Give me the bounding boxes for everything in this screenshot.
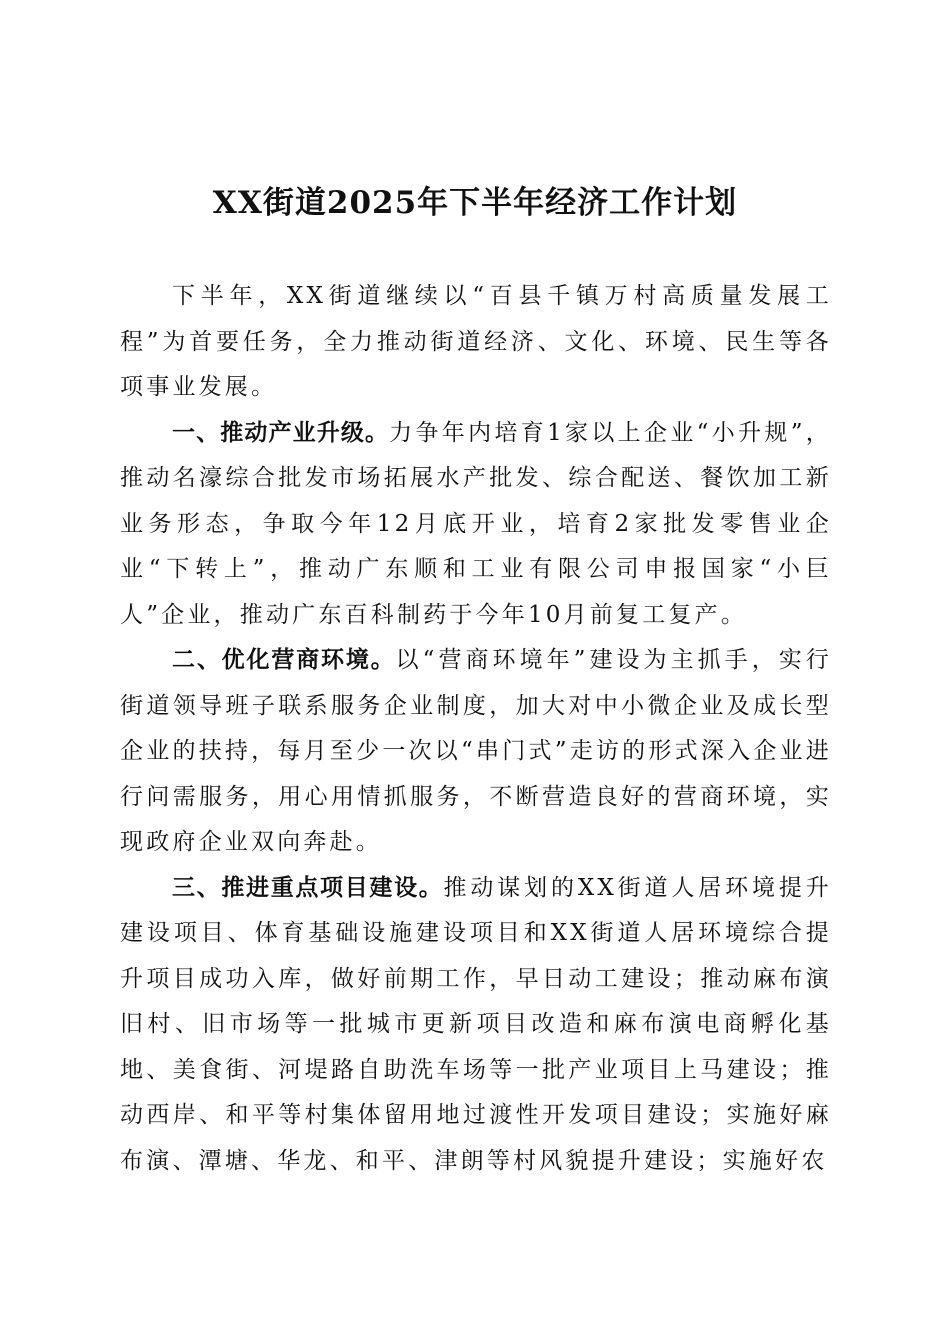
document-body <box>120 274 832 1184</box>
section-text-3: 推动谋划的XX街道人居环境提升建设项目、体育基础设施建设项目和XX街道人居环境综合提升项目成功入库，做好前期工作，早日动工建设；推动麻布演旧村、旧市场等一批城市更新项目改造和麻布演电商孵化基地、美食街、河堤路自助洗车场等一批产业项目上马建设；推动西岸、和平等村集体留用地过渡性开发项目建设；实施好麻布演、潭塘、华龙、和平、津朗等村风貌提升建设；实施好农 <box>120 874 833 1174</box>
section-paragraph-1 <box>120 411 832 639</box>
section-text-2: 以“营商环境年”建设为主抓手，实行街道领导班子联系服务企业制度，加大对中小微企业及成长型企业的扶持，每月至少一次以“串门式”走访的形式深入企业进行问需服务，用心用情抓服务，不断营造良好的营商环境，实现政府企业双向奔赴。 <box>120 647 833 855</box>
section-paragraph-2 <box>120 638 832 866</box>
section-heading-2: 二、优化营商环境。 <box>172 647 396 673</box>
section-text-1: 力争年内培育1家以上企业“小升规”，推动名濠综合批发市场拓展水产批发、综合配送、餐饮加工新业务形态，争取今年12月底开业，培育2家批发零售业企业“下转上”，推动广东顺和工业有限公司申报国家“小巨人”企业，推动广东百科制药于今年10月前复工复产。 <box>120 419 832 628</box>
document-title: XX街道2025年下半年经济工作计划 <box>212 185 738 221</box>
section-heading-1: 一、推动产业升级。 <box>172 419 390 446</box>
intro-paragraph: 下半年，XX街道继续以“百县千镇万村高质量发展工程”为首要任务，全力推动街道经济、文化、环境、民生等各项事业发展。 <box>120 283 832 400</box>
section-paragraph-3 <box>120 866 832 1185</box>
section-heading-3: 三、推进重点项目建设。 <box>172 874 444 901</box>
